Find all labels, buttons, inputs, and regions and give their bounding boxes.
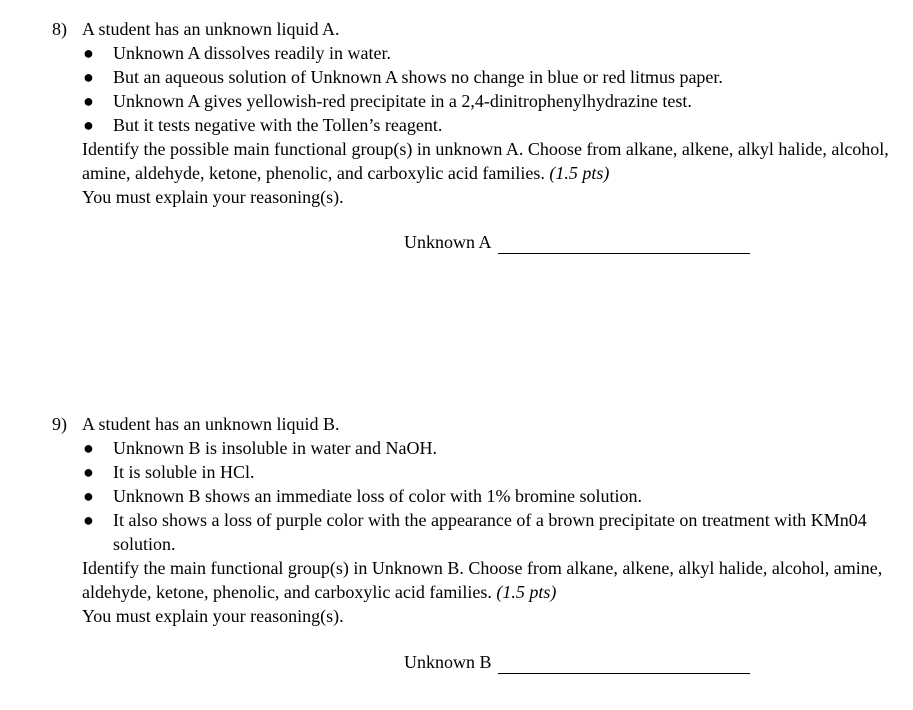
clue-text: But an aqueous solution of Unknown A shows no change in blue or red litmus paper. (113, 67, 723, 87)
question-8-header (52, 17, 902, 41)
clue-list (52, 436, 902, 556)
question-9 (52, 412, 902, 628)
bullet-icon: ● (83, 91, 94, 111)
explain-text: You must explain your reasoning(s). (82, 606, 344, 626)
bullet-icon: ● (83, 438, 94, 458)
list-item (83, 508, 902, 556)
question-9-header (52, 412, 902, 436)
bullet-icon: ● (83, 486, 94, 506)
question-number: 9) (52, 414, 67, 434)
answer-a-field[interactable] (404, 230, 750, 254)
list-item (83, 460, 902, 484)
instruction-paragraph (52, 556, 902, 604)
instruction-paragraph (52, 137, 902, 185)
clue-text: Unknown B is insoluble in water and NaOH. (113, 438, 437, 458)
bullet-icon: ● (83, 462, 94, 482)
instruction-text: Identify the possible main functional group(s) in unknown A. Choose from alkane, alkene, alkyl halide, alcohol, amine, aldehyde, ketone, phenolic, and carboxylic acid families. (82, 139, 889, 183)
list-item (83, 65, 902, 89)
clue-text: But it tests negative with the Tollen’s reagent. (113, 115, 443, 135)
list-item (83, 41, 902, 65)
points-label: (1.5 pts) (549, 163, 610, 183)
clue-text: It is soluble in HCl. (113, 462, 255, 482)
bullet-icon: ● (83, 510, 94, 530)
points-label: (1.5 pts) (496, 582, 557, 602)
explain-text: You must explain your reasoning(s). (82, 187, 344, 207)
question-number: 8) (52, 19, 67, 39)
answer-label: Unknown A (404, 232, 492, 252)
bullet-icon: ● (83, 67, 94, 87)
instruction-text: Identify the main functional group(s) in Unknown B. Choose from alkane, alkene, alkyl halide, alcohol, amine, aldehyde, ketone, phenolic, and carboxylic acid families. (82, 558, 883, 602)
clue-text: Unknown B shows an immediate loss of color with 1% bromine solution. (113, 486, 642, 506)
clue-text: Unknown A dissolves readily in water. (113, 43, 391, 63)
question-stem: A student has an unknown liquid A. (82, 19, 340, 39)
clue-text: It also shows a loss of purple color with the appearance of a brown precipitate on treatment with KMn04 solution. (113, 510, 867, 554)
answer-blank[interactable] (498, 655, 750, 674)
list-item (83, 113, 902, 137)
bullet-icon: ● (83, 115, 94, 135)
bullet-icon: ● (83, 43, 94, 63)
answer-blank[interactable] (498, 235, 750, 254)
question-stem: A student has an unknown liquid B. (82, 414, 340, 434)
question-8 (52, 17, 902, 209)
list-item (83, 484, 902, 508)
answer-label: Unknown B (404, 652, 492, 672)
answer-b-field[interactable] (404, 650, 750, 674)
clue-list (52, 41, 902, 137)
list-item (83, 89, 902, 113)
clue-text: Unknown A gives yellowish-red precipitate in a 2,4-dinitrophenylhydrazine test. (113, 91, 692, 111)
list-item (83, 436, 902, 460)
